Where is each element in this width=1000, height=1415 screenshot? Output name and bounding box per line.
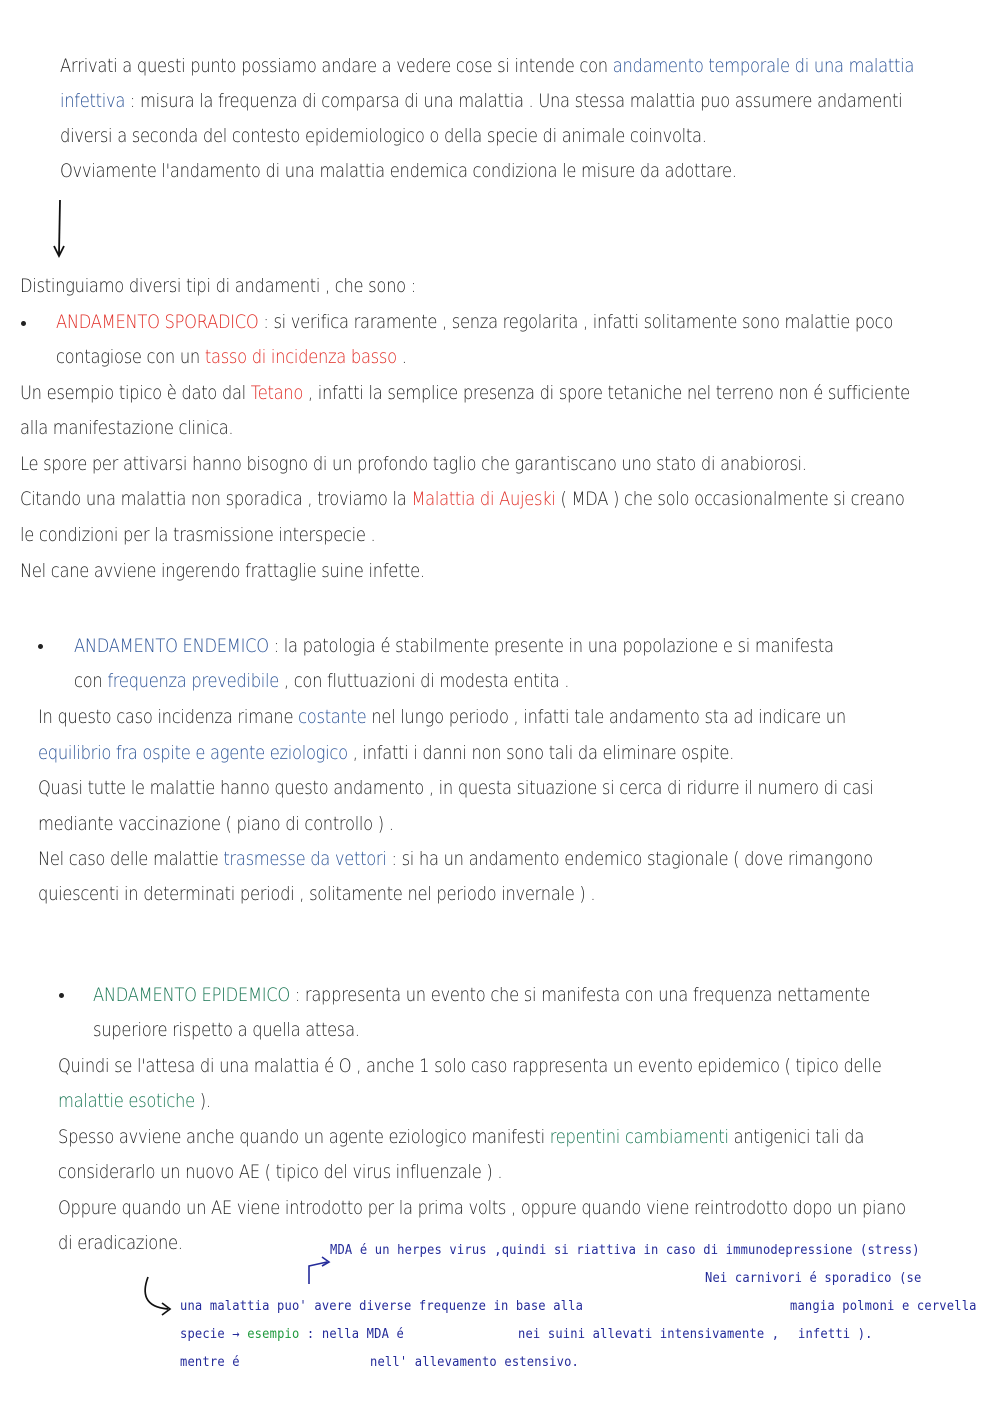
epidemico-line-1 (93, 981, 870, 1009)
note-specie: specie (180, 1327, 225, 1342)
sporadico-para-5: le condizioni per la trasmissione interspecie . (20, 524, 376, 546)
epidemico-para-2 (58, 1087, 211, 1115)
endemico-text: In questo caso incidenza rimane (38, 706, 299, 728)
sporadico-para-3: Le spore per attivarsi hanno bisogno di un profondo taglio che garantiscano uno stato di anabiorosi. (20, 453, 807, 475)
bullet-endemico (38, 644, 43, 649)
sporadico-text: ( MDA ) che solo occasionalmente si creano (555, 488, 905, 510)
epidemico-para-3 (58, 1123, 864, 1151)
down-arrow-icon (50, 198, 70, 260)
highlight-equilibrio: equilibrio fra ospite e agente eziologico (38, 742, 348, 764)
highlight-tetano: Tetano (250, 382, 304, 404)
sporadico-line-2 (56, 343, 407, 371)
sporadico-text: Un esempio tipico è dato dal (20, 382, 251, 404)
sporadico-para-1 (20, 379, 910, 407)
note-polmoni: mangia polmoni e cervella (790, 1299, 977, 1314)
endemico-text: , con fluttuazioni di modesta entita . (279, 670, 570, 692)
highlight-tasso-incidenza: tasso di incidenza basso (204, 346, 397, 368)
sporadico-text: : si verifica raramente , senza regolarita , infatti solitamente sono malattie poco (258, 311, 894, 333)
note-nella-mda: : nella MDA é (306, 1327, 404, 1342)
right-arrow-icon: → (224, 1327, 248, 1342)
types-intro: Distinguiamo diversi tipi di andamenti , che sono : (20, 275, 416, 297)
endemico-title: ANDAMENTO ENDEMICO (74, 635, 269, 657)
note-suini-intensivi: nei suini allevati intensivamente , (518, 1327, 780, 1342)
highlight-infettiva: infettiva (60, 90, 126, 112)
sporadico-para-2: alla manifestazione clinica. (20, 417, 234, 439)
highlight-andamento-temporale: andamento temporale di una malattia (612, 55, 915, 77)
epidemico-text: antigenici tali da (728, 1126, 865, 1148)
intro-text: : misura la frequenza di comparsa di una malattia . Una stessa malattia puo assumere andamenti (125, 90, 903, 112)
intro-line-2 (60, 87, 902, 115)
epidemico-para-5: Oppure quando un AE viene introdotto per la prima volts , oppure quando viene reintrodotto dopo un piano (58, 1197, 906, 1219)
curved-arrow-icon (138, 1275, 186, 1319)
sporadico-title: ANDAMENTO SPORADICO (56, 311, 259, 333)
note-esempio: esempio (247, 1327, 300, 1342)
epidemico-para-1: Quindi se l'attesa di una malattia é O , anche 1 solo caso rappresenta un evento epidemico ( tipico delle (58, 1055, 882, 1077)
highlight-malattia-aujeski: Malattia di Aujeski (411, 488, 556, 510)
endemico-text: nel lungo periodo , infatti tale andamento sta ad indicare un (366, 706, 846, 728)
note-infetti: infetti ). (798, 1327, 873, 1342)
bullet-epidemico (59, 993, 64, 998)
sporadico-text: , infatti la semplice presenza di spore tetaniche nel terreno non é sufficiente (303, 382, 910, 404)
intro-line-1 (60, 52, 914, 80)
sporadico-text: Citando una malattia non sporadica , troviamo la (20, 488, 412, 510)
epidemico-text: ). (194, 1090, 211, 1112)
intro-line-3: diversi a seconda del contesto epidemiologico o della specie di animale coinvolta. (60, 125, 707, 147)
note-carnivori: Nei carnivori é sporadico (se (705, 1271, 922, 1286)
sporadico-text: contagiose con un (56, 346, 205, 368)
intro-line-4: Ovviamente l'andamento di una malattia endemica condiziona le misure da adottare. (60, 160, 737, 182)
endemico-line-1 (74, 632, 834, 660)
endemico-text: : la patologia é stabilmente presente in una popolazione e si manifesta (268, 635, 834, 657)
highlight-costante: costante (298, 706, 367, 728)
highlight-frequenza-prevedibile: frequenza prevedibile (107, 670, 280, 692)
highlight-repentini-cambiamenti: repentini cambiamenti (549, 1126, 729, 1148)
endemico-para-5 (38, 845, 873, 873)
highlight-trasmesse-vettori: trasmesse da vettori (223, 848, 387, 870)
epidemico-line-2: superiore rispetto a quella attesa. (93, 1019, 360, 1041)
sporadico-text: . (396, 346, 407, 368)
endemico-para-3: Quasi tutte le malattie hanno questo andamento , in questa situazione si cerca di ridurre il numero di casi (38, 777, 874, 799)
endemico-line-2 (74, 667, 569, 695)
epidemico-text: Spesso avviene anche quando un agente eziologico manifesti (58, 1126, 550, 1148)
bullet-sporadico (21, 321, 26, 326)
note-frequenze: una malattia puo' avere diverse frequenze in base alla (180, 1299, 584, 1314)
endemico-para-1 (38, 703, 846, 731)
endemico-text: con (74, 670, 108, 692)
note-estensivo: nell' allevamento estensivo. (370, 1355, 580, 1370)
intro-text: Arrivati a questi punto possiamo andare a vedere cose si intende con (60, 55, 613, 77)
epidemico-para-4: considerarlo un nuovo AE ( tipico del virus influenzale ) . (58, 1161, 503, 1183)
sporadico-para-6: Nel cane avviene ingerendo frattaglie suine infette. (20, 560, 425, 582)
sporadico-para-4 (20, 485, 905, 513)
highlight-malattie-esotiche: malattie esotiche (58, 1090, 195, 1112)
sporadico-line-1 (56, 308, 893, 336)
endemico-text: : si ha un andamento endemico stagionale ( dove rimangono (386, 848, 873, 870)
epidemico-title: ANDAMENTO EPIDEMICO (93, 984, 290, 1006)
endemico-para-2 (38, 739, 734, 767)
endemico-para-4: mediante vaccinazione ( piano di controllo ) . (38, 813, 394, 835)
endemico-text: Nel caso delle malattie (38, 848, 224, 870)
epidemico-text: : rappresenta un evento che si manifesta con una frequenza nettamente (289, 984, 870, 1006)
note-mda-herpes: MDA é un herpes virus ,quindi si riattiva in caso di immunodepressione (stress) (330, 1243, 920, 1258)
endemico-para-6: quiescenti in determinati periodi , solitamente nel periodo invernale ) . (38, 883, 596, 905)
endemico-text: , infatti i danni non sono tali da eliminare ospite. (347, 742, 735, 764)
note-mentre: mentre é (180, 1355, 240, 1370)
note-specie-line (180, 1326, 404, 1344)
epidemico-para-6: di eradicazione. (58, 1232, 183, 1254)
